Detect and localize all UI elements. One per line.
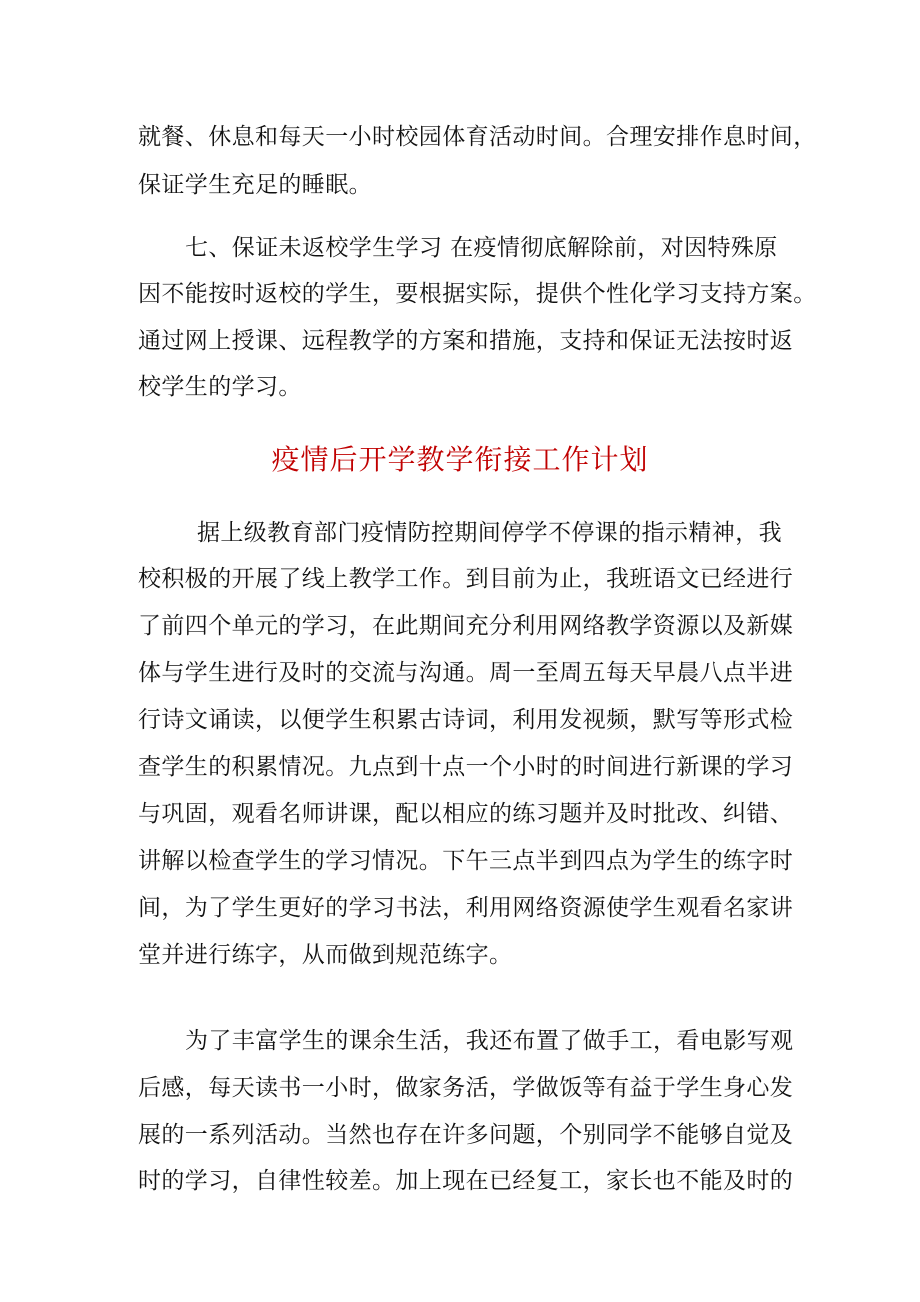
text-line: 校积极的开展了线上教学工作。到目前为止，我班语文已经进行 [138, 566, 794, 592]
text-line: 了前四个单元的学习，在此期间充分利用网络教学资源以及新媒 [138, 613, 794, 639]
text-line: 查学生的积累情况。九点到十点一个小时的时间进行新课的学习 [138, 754, 794, 780]
text-line: 校学生的学习。 [138, 374, 302, 400]
document-title: 疫情后开学教学衔接工作计划 [271, 443, 649, 476]
text-line: 行诗文诵读，以便学生积累古诗词，利用发视频，默写等形式检 [138, 707, 794, 733]
text-line: 据上级教育部门疫情防控期间停学不停课的指示精神，我 [197, 520, 782, 546]
text-line: 讲解以检查学生的学习情况。下午三点半到四点为学生的练字时 [138, 848, 794, 874]
text-line: 时的学习，自律性较差。加上现在已经复工，家长也不能及时的 [138, 1168, 794, 1194]
text-line: 因不能按时返校的学生，要根据实际，提供个性化学习支持方案。 [138, 281, 817, 307]
text-line: 保证学生充足的睡眠。 [138, 172, 372, 198]
text-line: 堂并进行练字，从而做到规范练字。 [138, 942, 513, 968]
text-line: 为了丰富学生的课余生活，我还布置了做手工，看电影写观 [185, 1028, 794, 1054]
text-line: 间，为了学生更好的学习书法，利用网络资源使学生观看名家讲 [138, 895, 794, 921]
text-line: 与巩固，观看名师讲课，配以相应的练习题并及时批改、纠错、 [138, 801, 794, 827]
text-line: 七、保证未返校学生学习 在疫情彻底解除前，对因特殊原 [185, 235, 778, 261]
text-line: 就餐、休息和每天一小时校园体育活动时间。合理安排作息时间， [138, 124, 817, 150]
text-line: 展的一系列活动。当然也存在许多问题，个别同学不能够自觉及 [138, 1122, 794, 1148]
text-line: 通过网上授课、远程教学的方案和措施，支持和保证无法按时返 [138, 328, 794, 354]
text-line: 体与学生进行及时的交流与沟通。周一至周五每天早晨八点半进 [138, 660, 794, 686]
text-line: 后感，每天读书一小时，做家务活，学做饭等有益于学生身心发 [138, 1075, 794, 1101]
